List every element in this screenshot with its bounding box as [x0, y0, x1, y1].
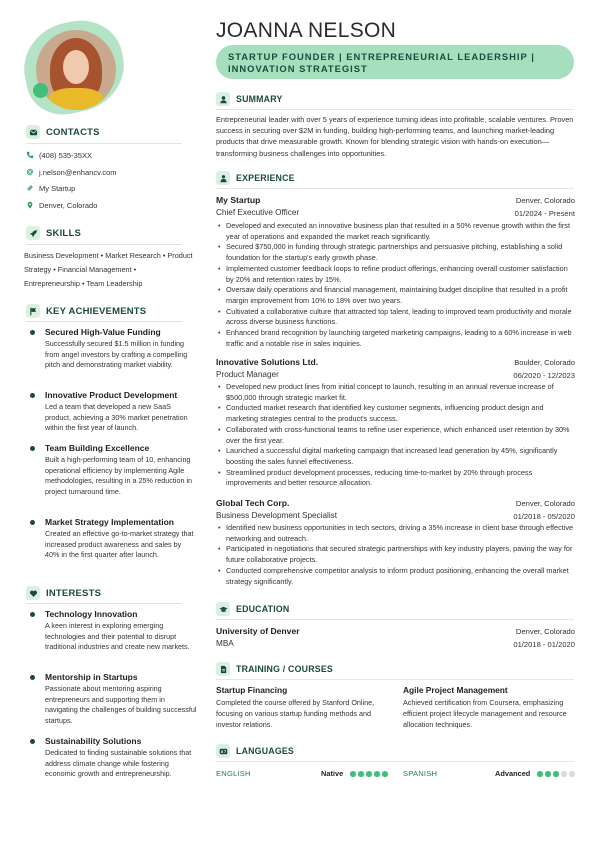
- job-bullets: [226, 382, 576, 489]
- interests-title: INTERESTS: [46, 587, 102, 599]
- divider: [26, 603, 182, 604]
- job-role: Business Development Specialist: [216, 511, 338, 520]
- bullet-dot: [30, 393, 35, 398]
- divider: [216, 619, 574, 620]
- proficiency-dot: [561, 771, 567, 777]
- list-item: • Enhanced brand recognition by launching targeted marketing campaigns, leading to a 60% increase in web traffic and a notable rise in sales inquiries.: [226, 328, 576, 349]
- proficiency-dot: [382, 771, 388, 777]
- bullet-dot: [30, 330, 35, 335]
- job-company: My Startup: [216, 195, 261, 205]
- proficiency-dot: [569, 771, 575, 777]
- languages-title: LANGUAGES: [236, 746, 295, 756]
- education-dates: 01/2018 - 01/2020: [513, 640, 575, 649]
- divider: [216, 679, 574, 680]
- job-dates: 01/2024 - Present: [514, 209, 575, 218]
- headline-text: STARTUP FOUNDER | ENTREPRENEURIAL LEADERSHIP | INNOVATION STRATEGIST: [228, 51, 535, 74]
- proficiency-dots: [537, 771, 577, 777]
- language-level: Native: [321, 769, 344, 778]
- interest-title: Mentorship in Startups: [45, 672, 138, 682]
- achievement-desc: Created an effective go-to-market strategy that increased product awareness and sales by 40% in the first quarter after launch.: [45, 529, 194, 560]
- at-icon: [26, 168, 34, 176]
- list-item: • Identified new business opportunities in tech sectors, driving a 35% increase in client base through effective networking and outreach.: [226, 523, 576, 544]
- education-location: Denver, Colorado: [515, 627, 575, 636]
- achievement-title: Secured High-Value Funding: [45, 327, 161, 337]
- briefcase-user-icon: [216, 171, 230, 185]
- bullet-dot: [30, 446, 35, 451]
- avatar: [36, 30, 116, 110]
- bullet-dot: [30, 675, 35, 680]
- list-item: • Participated in negotiations that secured strategic partnerships with key industry players, paving the way for future collaborative projects.: [226, 544, 576, 565]
- divider: [216, 188, 574, 189]
- proficiency-dot: [545, 771, 551, 777]
- education-title: EDUCATION: [236, 604, 290, 614]
- job-dates: 06/2020 - 12/2023: [513, 371, 575, 380]
- job-company: Innovative Solutions Ltd.: [216, 357, 319, 367]
- decorative-dot: [33, 83, 48, 98]
- education-section-header: [216, 602, 289, 616]
- divider: [216, 761, 574, 762]
- achievements-section-header: [26, 304, 146, 318]
- proficiency-dot: [350, 771, 356, 777]
- contact-phone: [26, 149, 92, 161]
- job-location: Denver, Colorado: [515, 196, 575, 205]
- course-title: Agile Project Management: [403, 685, 508, 695]
- link-icon: [26, 184, 34, 192]
- contacts-section-header: [26, 125, 100, 139]
- language-level: Advanced: [495, 769, 531, 778]
- course-desc: Completed the course offered by Stanford Online, focusing on various startup funding methods and investor relations.: [216, 698, 375, 729]
- job-role: Chief Executive Officer: [216, 208, 300, 217]
- divider: [26, 143, 182, 144]
- course-item: [403, 685, 578, 730]
- achievement-title: Innovative Product Development: [45, 390, 178, 400]
- location-text: Denver, Colorado: [39, 200, 98, 210]
- proficiency-dot: [553, 771, 559, 777]
- list-item: • Conducted comprehensive competitor analysis to inform product positioning, enhancing the overall market strategy significantly.: [226, 566, 576, 587]
- flag-icon: [26, 304, 40, 318]
- achievement-title: Market Strategy Implementation: [45, 517, 174, 527]
- achievement-desc: Led a team that developed a new SaaS product, achieving a 30% market penetration within the first year of launch.: [45, 402, 188, 433]
- training-title: TRAINING / COURSES: [236, 664, 333, 674]
- language-name: SPANISH: [403, 769, 438, 778]
- divider: [216, 109, 574, 110]
- course-title: Startup Financing: [216, 685, 288, 695]
- training-section-header: [216, 662, 333, 676]
- phone-text[interactable]: (408) 535-35XX: [39, 150, 92, 160]
- interest-desc: Dedicated to finding sustainable solutions that address climate change while fostering economic growth and entrepreneurship.: [45, 748, 192, 779]
- proficiency-dot: [537, 771, 543, 777]
- heart-icon: [26, 586, 40, 600]
- left-column: [0, 0, 200, 849]
- contact-website: [26, 182, 75, 194]
- achievements-title: KEY ACHIEVEMENTS: [46, 305, 147, 317]
- job-company: Global Tech Corp.: [216, 498, 290, 508]
- list-item: • Secured $750,000 in funding through strategic partnerships and persuasive pitching, establishing a solid foundation for the startup's early growth phase.: [226, 242, 576, 263]
- skills-title: SKILLS: [46, 227, 81, 239]
- language-name: ENGLISH: [216, 769, 251, 778]
- experience-title: EXPERIENCE: [236, 173, 295, 183]
- education-degree: MBA: [216, 639, 234, 648]
- candidate-name: JOANNA NELSON: [216, 19, 397, 42]
- interest-title: Sustainability Solutions: [45, 736, 142, 746]
- proficiency-dot: [358, 771, 364, 777]
- job-location: Boulder, Colorado: [514, 358, 575, 367]
- phone-icon: [26, 151, 34, 159]
- interest-title: Technology Innovation: [45, 609, 138, 619]
- proficiency-dot: [374, 771, 380, 777]
- bullet-dot: [30, 612, 35, 617]
- interest-desc: A keen interest in exploring emerging technologies and their potential to disrupt traditional industries and create new markets.: [45, 621, 190, 652]
- skills-section-header: [26, 226, 81, 240]
- user-icon: [216, 92, 230, 106]
- achievement-title: Team Building Excellence: [45, 443, 150, 453]
- summary-title: SUMMARY: [236, 94, 283, 104]
- divider: [26, 244, 182, 245]
- achievement-desc: Built a high-performing team of 10, enhancing operational efficiency by implementing Agile methodologies, resulting in a 25% reduction in project turnaround time.: [45, 455, 193, 496]
- languages-section-header: [216, 744, 294, 758]
- summary-text: Entrepreneurial leader with over 5 years of experience turning ideas into profitable, scalable ventures. Proven success in securing over $2M in funding, building high-performing teams, and launching market-leading products that drive measurable growth. Known for blending strategic vision with hands-on execution—transforming business challenges into opportunities.: [216, 115, 574, 158]
- bullet-dot: [30, 520, 35, 525]
- experience-section-header: [216, 171, 295, 185]
- map-pin-icon: [26, 201, 34, 209]
- job-role: Product Manager: [216, 370, 279, 379]
- job-bullets: [226, 221, 576, 349]
- graduation-cap-icon: [216, 602, 230, 616]
- list-item: • Collaborated with cross-functional teams to refine user experience, which enhanced user retention by 30% over the first year.: [226, 425, 576, 446]
- interests-section-header: [26, 586, 101, 600]
- job-location: Denver, Colorado: [515, 499, 575, 508]
- job-dates: 01/2018 - 05/2020: [513, 512, 575, 521]
- list-item: • Conducted market research that identified key customer segments, influencing product design and marketing strategies central to the product's success.: [226, 403, 576, 424]
- summary-section-header: [216, 92, 283, 106]
- list-item: • Developed and executed an innovative business plan that resulted in a 50% revenue growth within the first year of operations and expanded the market reach significantly.: [226, 221, 576, 242]
- list-item: • Oversaw daily operations and financial management, maintaining budget discipline that resulted in a profit margin improvement from 10% to 18% over two years.: [226, 285, 576, 306]
- achievement-desc: Successfully secured $1.5 million in funding from angel investors by crafting a compelling pitch and demonstrating market viability.: [45, 339, 188, 370]
- contacts-title: CONTACTS: [46, 126, 100, 138]
- website-text[interactable]: My Startup: [39, 183, 76, 193]
- job-bullets: [226, 523, 576, 587]
- divider: [26, 321, 182, 322]
- proficiency-dots: [350, 771, 390, 777]
- contact-email: [26, 166, 117, 178]
- skills-list: Business Development • Market Research • Product Strategy • Financial Management • Entrepreneurship • Team Leadership: [24, 251, 193, 288]
- list-item: • Developed new product lines from initial concept to launch, resulting in an annual revenue increase of $500,000 through strategic market fit.: [226, 382, 576, 403]
- education-school: University of Denver: [216, 626, 300, 636]
- course-item: [216, 685, 391, 730]
- list-item: • Streamlined product development processes, reducing time-to-market by 20% through process improvements and better resource allocation.: [226, 468, 576, 489]
- document-icon: [216, 662, 230, 676]
- list-item: • Implemented customer feedback loops to refine product offerings, enhancing overall customer satisfaction by 20% and retention rates by 15%.: [226, 264, 576, 285]
- proficiency-dot: [366, 771, 372, 777]
- contact-location: [26, 199, 97, 211]
- language-icon: [216, 744, 230, 758]
- list-item: • Cultivated a collaborative culture that attracted top talent, leading to improved team productivity and morale across diverse business functions.: [226, 307, 576, 328]
- bullet-dot: [30, 739, 35, 744]
- rocket-icon: [26, 226, 40, 240]
- course-desc: Achieved certification from Coursera, emphasizing efficient project lifecycle management and resource allocation techniques.: [403, 698, 567, 729]
- interest-desc: Passionate about mentoring aspiring entrepreneurs and supporting them in navigating the challenges of building successful startups.: [45, 684, 197, 725]
- envelope-icon: [26, 125, 40, 139]
- email-text[interactable]: j.nelson@enhancv.com: [39, 167, 117, 177]
- list-item: • Launched a successful digital marketing campaign that increased lead generation by 45%, significantly boosting the sales funnel effectiveness.: [226, 446, 576, 467]
